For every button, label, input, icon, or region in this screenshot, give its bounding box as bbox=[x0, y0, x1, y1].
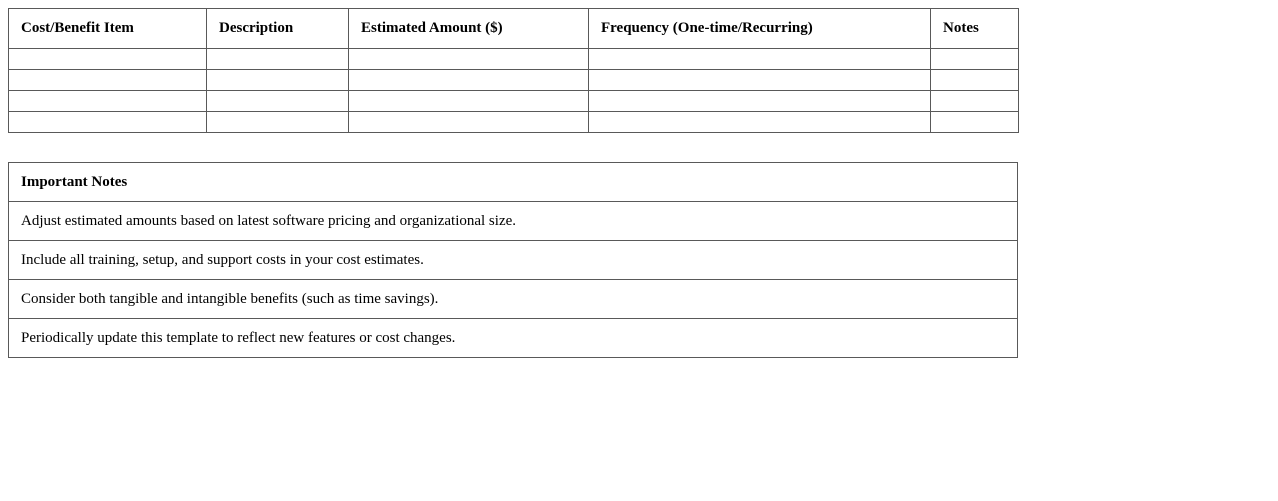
list-item bbox=[9, 202, 1018, 241]
table-cell[interactable] bbox=[349, 112, 589, 133]
header-estimated-amount: Estimated Amount ($) bbox=[349, 9, 589, 49]
table-row bbox=[9, 70, 1019, 91]
header-description: Description bbox=[207, 9, 349, 49]
table-cell[interactable] bbox=[207, 91, 349, 112]
table-cell[interactable] bbox=[931, 91, 1019, 112]
cost-benefit-table bbox=[8, 8, 1019, 133]
note-text: Periodically update this template to reflect new features or cost changes. bbox=[9, 319, 1018, 358]
header-notes: Notes bbox=[931, 9, 1019, 49]
table-header-row bbox=[9, 9, 1019, 49]
notes-title: Important Notes bbox=[9, 163, 1018, 202]
table-row bbox=[9, 91, 1019, 112]
table-cell[interactable] bbox=[9, 112, 207, 133]
header-frequency: Frequency (One-time/Recurring) bbox=[589, 9, 931, 49]
table-cell[interactable] bbox=[9, 49, 207, 70]
note-text: Adjust estimated amounts based on latest software pricing and organizational size. bbox=[9, 202, 1018, 241]
important-notes-table bbox=[8, 162, 1018, 358]
list-item bbox=[9, 319, 1018, 358]
table-cell[interactable] bbox=[207, 112, 349, 133]
table-cell[interactable] bbox=[9, 91, 207, 112]
list-item bbox=[9, 280, 1018, 319]
table-cell[interactable] bbox=[9, 70, 207, 91]
list-item bbox=[9, 241, 1018, 280]
table-cell[interactable] bbox=[349, 49, 589, 70]
table-row bbox=[9, 49, 1019, 70]
table-cell[interactable] bbox=[589, 91, 931, 112]
notes-header-row bbox=[9, 163, 1018, 202]
table-cell[interactable] bbox=[207, 70, 349, 91]
note-text: Include all training, setup, and support costs in your cost estimates. bbox=[9, 241, 1018, 280]
header-cost-benefit-item: Cost/Benefit Item bbox=[9, 9, 207, 49]
table-cell[interactable] bbox=[349, 91, 589, 112]
table-cell[interactable] bbox=[207, 49, 349, 70]
note-text: Consider both tangible and intangible benefits (such as time savings). bbox=[9, 280, 1018, 319]
table-cell[interactable] bbox=[931, 112, 1019, 133]
table-cell[interactable] bbox=[931, 70, 1019, 91]
table-row bbox=[9, 112, 1019, 133]
table-cell[interactable] bbox=[589, 70, 931, 91]
table-cell[interactable] bbox=[589, 49, 931, 70]
table-cell[interactable] bbox=[589, 112, 931, 133]
table-cell[interactable] bbox=[349, 70, 589, 91]
table-cell[interactable] bbox=[931, 49, 1019, 70]
